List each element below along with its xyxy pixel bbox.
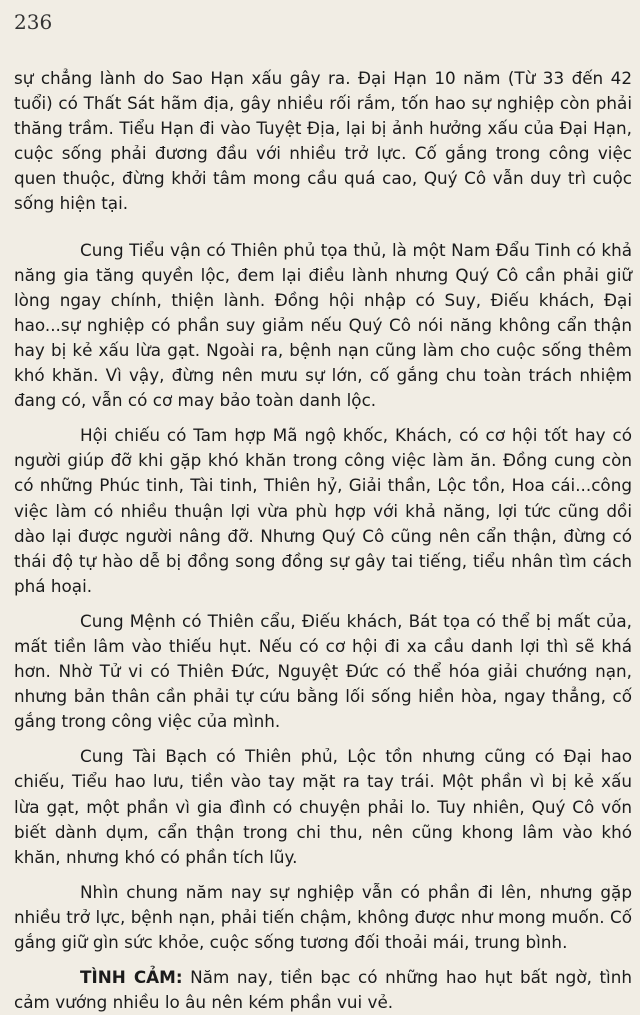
page-number: 236: [14, 10, 53, 34]
paragraph: Cung Tiểu vận có Thiên phủ tọa thủ, là một Nam Đẩu Tinh có khả năng gia tăng quyền lộc, đem lại điều lành nhưng Quý Cô cần phải giữ lòng ngay chính, thiện lành. Đồng hội nhập có Suy, Điếu khách, Đại hao...sự nghiệp có phần suy giảm nếu Quý Cô nói năng không cẩn thận hay bị kẻ xấu lừa gạt. Ngoài ra, bệnh nạn cũng làm cho cuộc sống thêm khó khăn. Vì vậy, đừng nên mưu sự lớn, cố gắng chu toàn trách nhiệm đang có, vẫn có cơ may bảo toàn danh lộc.: [14, 239, 632, 411]
paragraph: Hội chiếu có Tam hợp Mã ngộ khốc, Khách, có cơ hội tốt hay có người giúp đỡ khi gặp khó khăn trong công việc làm ăn. Đồng cung còn có những Phúc tinh, Tài tinh, Thiên hỷ, Giải thần, Lộc tồn, Hoa cái...công việc làm có nhiều thuận lợi vừa phù hợp với khả năng, lợi tức cũng dồi dào lại được người nâng đỡ. Nhưng Quý Cô cũng nên cẩn thận, đừng có thái độ tự hào dễ bị đồng song đồng sự gây tai tiếng, tiểu nhân tìm cách phá hoại.: [14, 425, 632, 596]
section-heading: TÌNH CẢM:: [80, 967, 183, 988]
paragraph: Cung Tài Bạch có Thiên phủ, Lộc tồn nhưng cũng có Đại hao chiếu, Tiểu hao lưu, tiền vào tay mặt ra tay trái. Một phần vì bị kẻ xấu lừa gạt, một phần vì gia đình có chuyện phải lo. Tuy nhiên, Quý Cô vốn biết dành dụm, cẩn thận trong chi thu, nên cũng khong lâm vào khó khăn, nhưng khó có phần tích lũy.: [14, 746, 632, 867]
paragraph-tinh-cam: [14, 965, 632, 1015]
paragraph: sự chẳng lành do Sao Hạn xấu gây ra. Đại Hạn 10 năm (Từ 33 đến 42 tuổi) có Thất Sát hãm địa, gây nhiều rối rắm, tốn hao sự nghiệp còn phải thăng trầm. Tiểu Hạn đi vào Tuyệt Địa, lại bị ảnh hưởng xấu của Đại Hạn, cuộc sống phải đương đầu với nhiều trở lực. Cố gắng trong công việc quen thuộc, đừng khởi tâm mong cầu quá cao, Quý Cô vẫn duy trì cuộc sống hiện tại.: [14, 68, 632, 214]
paragraph: Nhìn chung năm nay sự nghiệp vẫn có phần đi lên, nhưng gặp nhiều trở lực, bệnh nạn, phải tiến chậm, không được như mong muốn. Cố gắng giữ gìn sức khỏe, cuộc sống tương đối thoải mái, trung bình.: [14, 881, 632, 952]
body-text: [14, 66, 632, 1015]
paragraph: Cung Mệnh có Thiên cẩu, Điếu khách, Bát tọa có thể bị mất của, mất tiền lâm vào thiếu hụt. Nếu có cơ hội đi xa cầu danh lợi thì sẽ khá hơn. Nhờ Tử vi có Thiên Đức, Nguyệt Đức có thể hóa giải chướng nạn, nhưng bản thân cần phải tự cứu bằng lối sống hiền hòa, ngay thẳng, cố gắng trong công việc của mình.: [14, 610, 632, 732]
section-text: Năm nay, tiền bạc có những hao hụt bất ngờ, tình cảm vướng nhiều lo âu nên kém phần vui vẻ.: [14, 967, 632, 1013]
